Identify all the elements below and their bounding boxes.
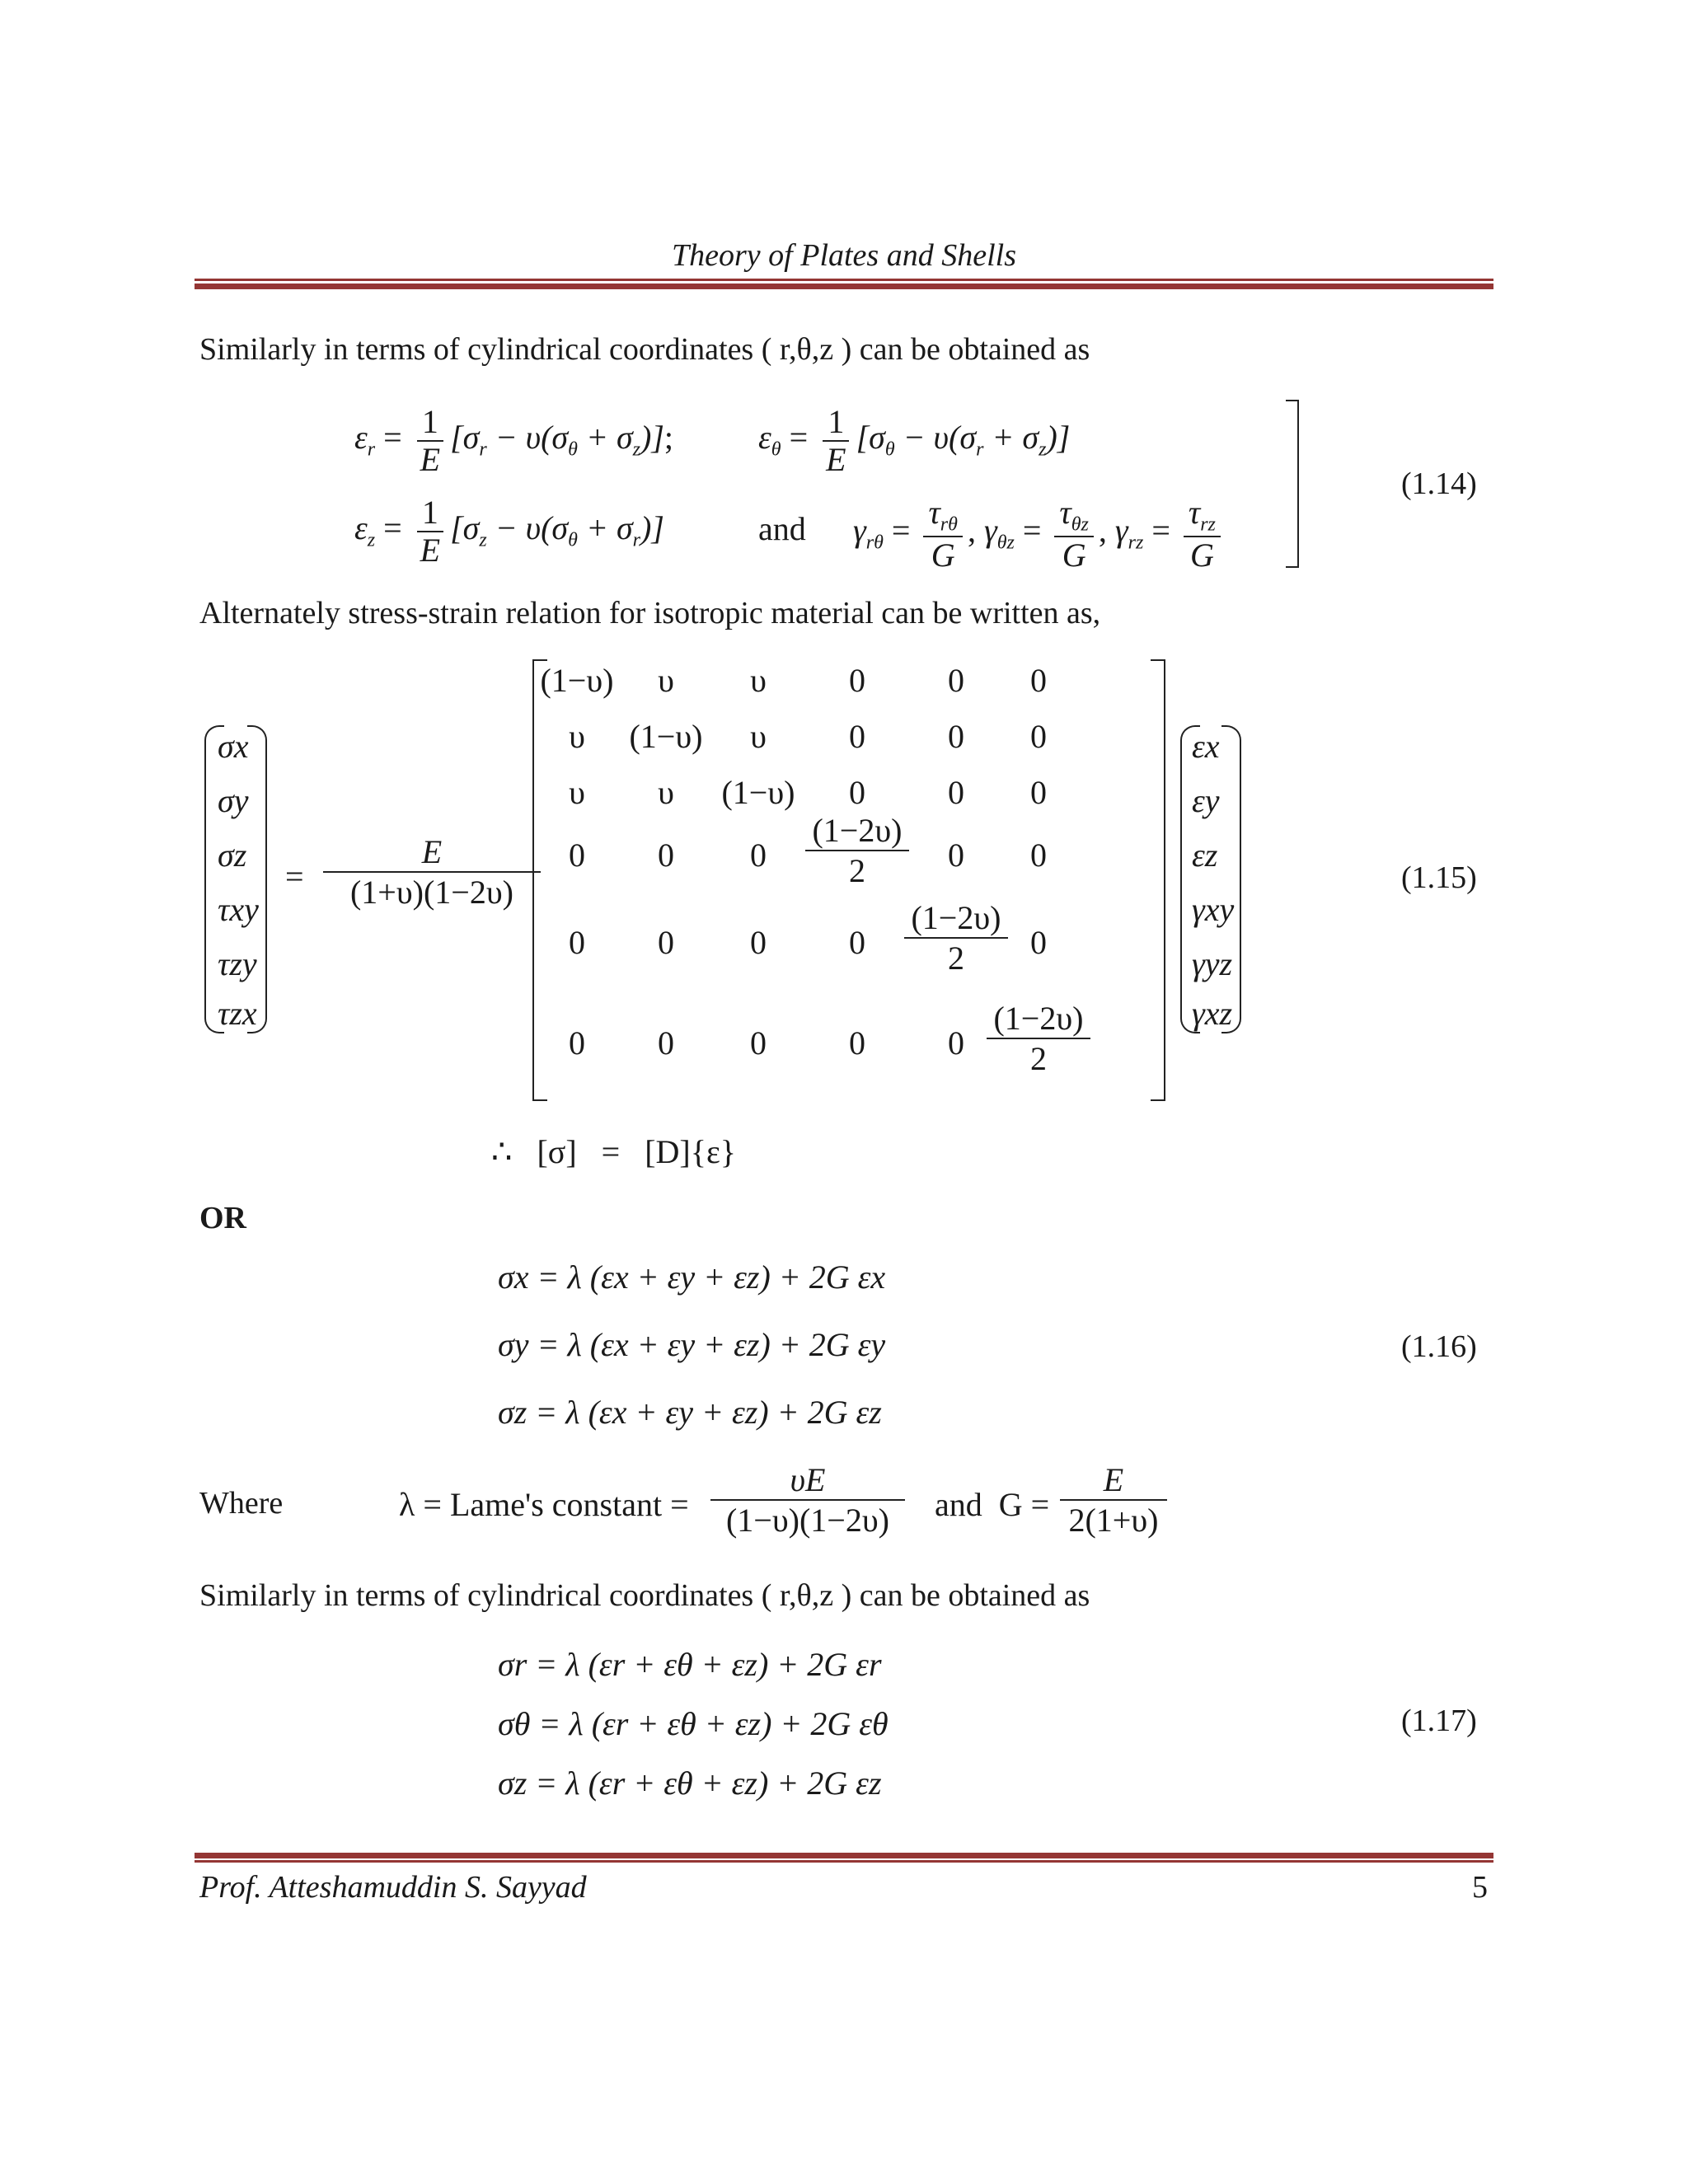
strain-vector-left-brace	[1180, 725, 1200, 1033]
eq-epsilon-theta: $\varepsilon_\theta$ = $\frac{1}{E}$ $[\sigma_\theta - \upsilon(\sigma_r + \sigma_z)]$	[758, 403, 1071, 478]
matrix-cell: 0	[569, 1024, 585, 1062]
stress-vector-right-brace	[247, 725, 267, 1033]
matrix-cell: υ	[750, 718, 767, 755]
matrix-coefficient	[323, 832, 541, 912]
matrix-cell: 0	[849, 1024, 865, 1062]
header-rule-thin	[195, 279, 1493, 281]
equation-number-1-16: (1.16)	[1401, 1329, 1477, 1364]
matrix-cell: 0	[658, 837, 674, 874]
lambda-numerator: υE	[710, 1460, 905, 1501]
stress-vector-left-brace	[204, 725, 224, 1033]
matrix-cell: 0	[1030, 774, 1047, 811]
lambda-definition-text: λ = Lame's constant =	[399, 1486, 689, 1523]
matrix-cell: 0	[849, 774, 865, 811]
eq-sigma-x-lame: σx = λ (εx + εy + εz) + 2G εx	[498, 1258, 886, 1296]
footer-rule-thick	[195, 1853, 1493, 1858]
where-label: Where	[199, 1486, 284, 1521]
matrix-cell: 0	[948, 718, 964, 755]
stress-tau-zx: τzx	[218, 995, 257, 1032]
paragraph-cylindrical-intro: Similarly in terms of cylindrical coordinates ( r,θ,z ) can be obtained as	[199, 332, 1090, 367]
matrix-cell: 0	[948, 837, 964, 874]
eq-sigma-r-lame: σr = λ (εr + εθ + εz) + 2G εr	[498, 1646, 882, 1683]
matrix-cell: 0	[849, 924, 865, 961]
matrix-cell: 0	[750, 924, 767, 961]
stress-tau-zy: τzy	[218, 945, 257, 982]
matrix-cell: (1−υ)	[629, 718, 703, 755]
page-number: 5	[1472, 1870, 1488, 1905]
paragraph-cylindrical-lame: Similarly in terms of cylindrical coordinates ( r,θ,z ) can be obtained as	[199, 1578, 1090, 1613]
strain-gamma-xy: γxy	[1192, 891, 1235, 928]
matrix-right-bracket	[1151, 659, 1165, 1101]
coefficient-denominator: (1+υ)(1−2υ)	[349, 874, 513, 911]
running-header: Theory of Plates and Shells	[672, 238, 1016, 273]
matrix-cell: 0	[1030, 837, 1047, 874]
matrix-cell: 0	[948, 774, 964, 811]
equation-number-1-17: (1.17)	[1401, 1704, 1477, 1738]
stress-sigma-z: σz	[218, 837, 247, 874]
matrix-cell: 0	[849, 718, 865, 755]
footer-rule-thin	[195, 1860, 1493, 1863]
matrix-cell: 0	[569, 837, 585, 874]
g-numerator: E	[1060, 1460, 1167, 1501]
matrix-cell: (1−υ)	[540, 662, 614, 699]
matrix-cell: υ	[750, 662, 767, 699]
lambda-denominator: (1−υ)(1−2υ)	[725, 1502, 889, 1539]
matrix-cell: 0	[750, 837, 767, 874]
paragraph-alternately: Alternately stress-strain relation for isotropic material can be written as,	[199, 596, 1101, 630]
eq-sigma-z-cyl-lame: σz = λ (εr + εθ + εz) + 2G εz	[498, 1765, 882, 1802]
matrix-cell: (1−υ)	[721, 774, 795, 811]
eq-1-14-bracket	[1286, 400, 1299, 568]
or-label: OR	[199, 1201, 246, 1235]
strain-epsilon-x: εx	[1192, 728, 1220, 765]
equation-number-1-15: (1.15)	[1401, 860, 1477, 895]
eq-sigma-z-lame: σz = λ (εx + εy + εz) + 2G εz	[498, 1394, 882, 1431]
eq-sigma-y-lame: σy = λ (εx + εy + εz) + 2G εy	[498, 1326, 886, 1363]
matrix-cell: 0	[658, 1024, 674, 1062]
g-denominator: 2(1+υ)	[1068, 1502, 1159, 1539]
strain-gamma-yz: γyz	[1192, 945, 1233, 982]
matrix-cell: 0	[569, 924, 585, 961]
eq-sigma-theta-lame: σθ = λ (εr + εθ + εz) + 2G εθ	[498, 1705, 889, 1742]
stress-tau-xy: τxy	[218, 891, 259, 928]
stress-sigma-y: σy	[218, 782, 249, 819]
matrix-cell: 0	[849, 662, 865, 699]
matrix-cell: 0	[750, 1024, 767, 1062]
matrix-cell: 0	[948, 1024, 964, 1062]
matrix-cell: υ	[569, 718, 585, 755]
matrix-cell: 0	[1030, 662, 1047, 699]
matrix-cell: (1−2υ) 2	[791, 811, 923, 890]
and-word: and	[758, 510, 806, 547]
matrix-cell: 0	[1030, 924, 1047, 961]
strain-epsilon-y: εy	[1192, 782, 1220, 819]
compact-form-equation: ∴ [σ] = [D]{ε}	[491, 1133, 736, 1170]
eq-epsilon-r: $\varepsilon_r$ = $\frac{1}{E}$ $[\sigma_r - \upsilon(\sigma_\theta + \sigma_z)]$;	[354, 403, 674, 478]
header-rule-thick	[195, 284, 1493, 289]
stress-sigma-x: σx	[218, 728, 249, 765]
matrix-cell: 0	[658, 924, 674, 961]
matrix-cell: υ	[658, 662, 674, 699]
matrix-cell: υ	[569, 774, 585, 811]
strain-gamma-xz: γxz	[1192, 995, 1233, 1032]
coefficient-numerator: E	[323, 832, 541, 873]
matrix-cell: (1−2υ) 2	[973, 999, 1104, 1078]
footer-author: Prof. Atteshamuddin S. Sayyad	[199, 1870, 587, 1905]
eq-gamma-shear: $\gamma_{r\theta}$ = $\frac{\tau_{r\theta}}{G}$ , $\gamma_{\theta z}$ = $\frac{\tau_{\theta z}}{G}$ , $\gamma_{rz}$ = $\frac{\tau_{rz}}{G}$	[853, 494, 1226, 574]
matrix-cell: 0	[1030, 718, 1047, 755]
strain-epsilon-z: εz	[1192, 837, 1218, 874]
matrix-cell: (1−2υ) 2	[890, 898, 1022, 977]
g-definition-text: and G =	[935, 1486, 1050, 1523]
equals-sign: =	[285, 858, 304, 895]
matrix-cell: 0	[948, 662, 964, 699]
strain-vector-right-brace	[1221, 725, 1241, 1033]
eq-epsilon-z: $\varepsilon_z$ = $\frac{1}{E}$ $[\sigma_z - \upsilon(\sigma_\theta + \sigma_r)]$	[354, 494, 664, 569]
matrix-cell: υ	[658, 774, 674, 811]
g-fraction	[1060, 1460, 1167, 1540]
lambda-fraction	[710, 1460, 905, 1540]
equation-number-1-14: (1.14)	[1401, 466, 1477, 501]
